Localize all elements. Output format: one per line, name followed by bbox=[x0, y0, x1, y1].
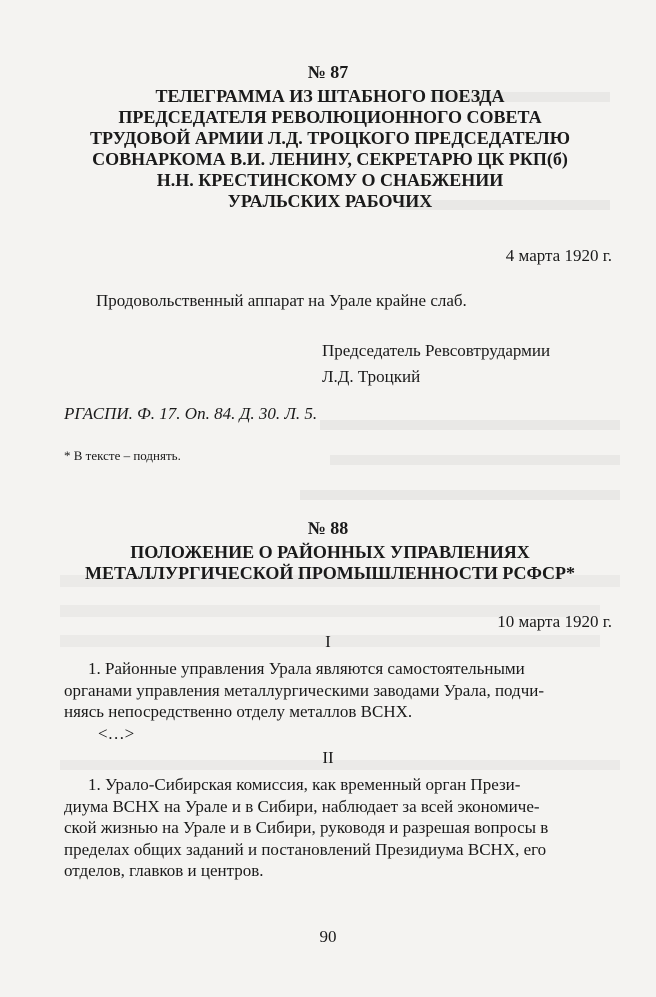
doc88-title-line: ПОЛОЖЕНИЕ О РАЙОННЫХ УПРАВЛЕНИЯХ bbox=[130, 542, 530, 562]
paragraph-line: ской жизнью на Урале и в Сибири, руководя и разрешая вопросы в bbox=[64, 818, 549, 837]
section-heading-1: I bbox=[325, 632, 331, 651]
page-number: 90 bbox=[319, 927, 337, 946]
omission-mark: <…> bbox=[98, 723, 135, 743]
section1-paragraph bbox=[64, 658, 604, 744]
section2-paragraph bbox=[64, 774, 604, 882]
paragraph-line: 1. Урало-Сибирская комиссия, как временный орган Прези- bbox=[88, 775, 521, 794]
doc87-number: № 87 bbox=[307, 62, 349, 82]
doc87-title-line: ТРУДОВОЙ АРМИИ Л.Д. ТРОЦКОГО ПРЕДСЕДАТЕЛЮ bbox=[90, 128, 570, 148]
doc87-title-line: Н.Н. КРЕСТИНСКОМУ О СНАБЖЕНИИ bbox=[156, 170, 504, 190]
paragraph-line: отделов, главков и центров. bbox=[64, 861, 264, 880]
doc87-footnote: * В тексте – поднять. bbox=[64, 448, 181, 463]
doc87-date: 4 марта 1920 г. bbox=[505, 246, 612, 265]
doc87-title bbox=[40, 86, 620, 212]
signature-name: Л.Д. Троцкий bbox=[322, 367, 421, 386]
paragraph-line: органами управления металлургическими заводами Урала, подчи- bbox=[64, 680, 545, 700]
doc88-title-line: МЕТАЛЛУРГИЧЕСКОЙ ПРОМЫШЛЕННОСТИ РСФСР* bbox=[84, 563, 576, 583]
doc87-title-line: СОВНАРКОМА В.И. ЛЕНИНУ, СЕКРЕТАРЮ ЦК РКП(б) bbox=[92, 149, 568, 169]
doc87-text: Продовольственный аппарат на Урале крайне слаб. bbox=[96, 291, 467, 310]
doc87-title-line: ПРЕДСЕДАТЕЛЯ РЕВОЛЮЦИОННОГО СОВЕТА bbox=[118, 107, 542, 127]
doc87-signature bbox=[322, 338, 550, 390]
paragraph-line: диума ВСНХ на Урале и в Сибири, наблюдает за всей экономиче- bbox=[64, 796, 540, 816]
paragraph-line: 1. Районные управления Урала являются самостоятельными bbox=[88, 659, 525, 678]
paragraph-line: няясь непосредственно отделу металлов ВСНХ. bbox=[64, 702, 413, 721]
section-heading-2: II bbox=[322, 748, 334, 767]
signature-position: Председатель Ревсовтрудармии bbox=[322, 341, 551, 360]
doc87-title-line: ТЕЛЕГРАММА ИЗ ШТАБНОГО ПОЕЗДА bbox=[155, 86, 505, 106]
doc88-date: 10 марта 1920 г. bbox=[497, 612, 612, 631]
doc87-title-line: УРАЛЬСКИХ РАБОЧИХ bbox=[227, 191, 433, 211]
paragraph-line: пределах общих заданий и постановлений Президиума ВСНХ, его bbox=[64, 839, 547, 859]
doc88-number: № 88 bbox=[307, 518, 349, 538]
doc88-title bbox=[40, 542, 620, 584]
doc87-archive-reference: РГАСПИ. Ф. 17. Оп. 84. Д. 30. Л. 5. bbox=[64, 404, 318, 423]
